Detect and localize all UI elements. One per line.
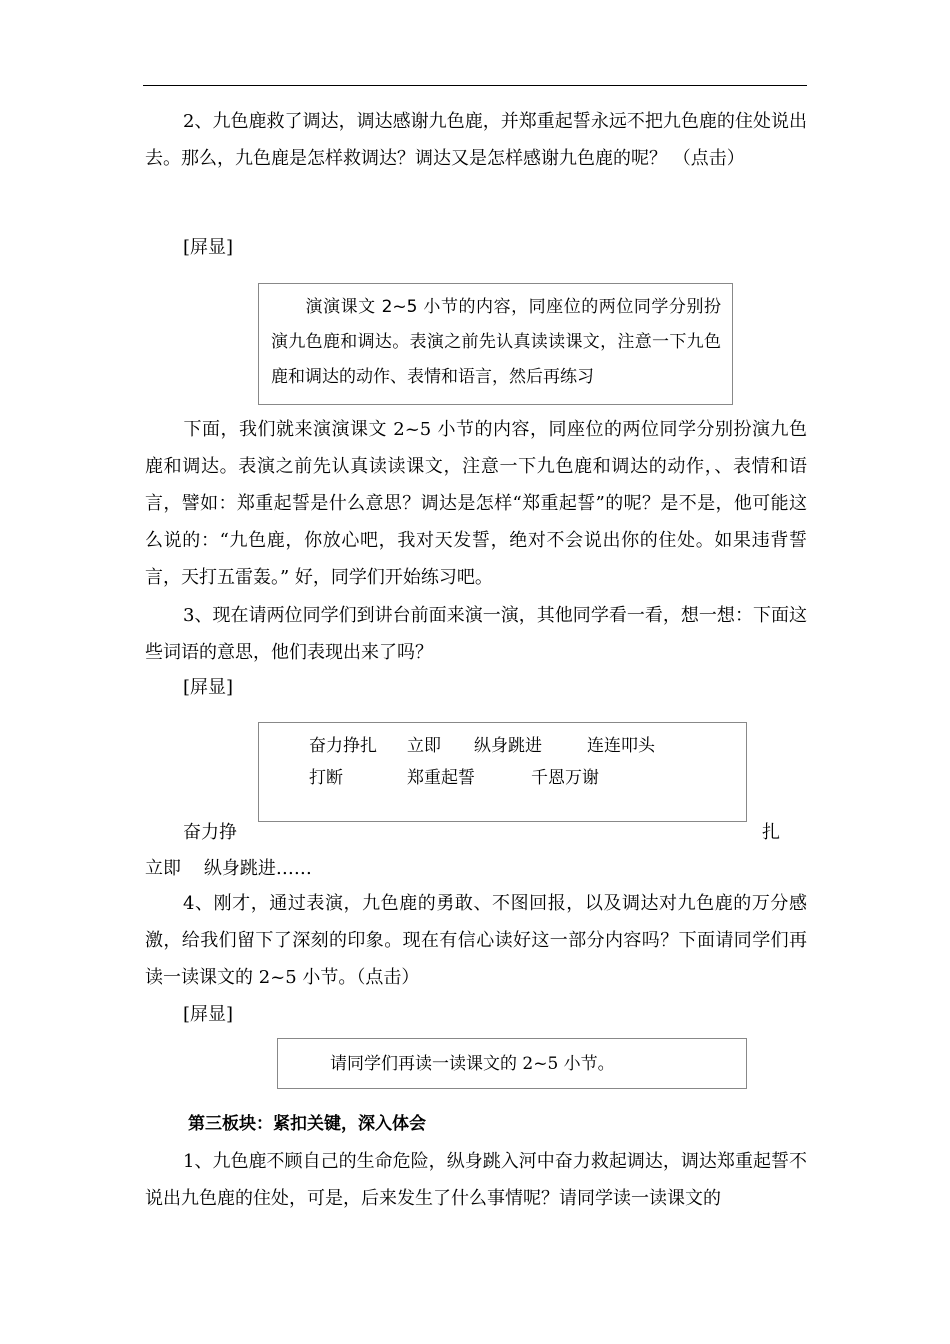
header-rule [143, 85, 807, 86]
section-3-heading: 第三板块：紧扣关键，深入体会 [188, 1114, 426, 1134]
paragraph-below-text: 下面，我们就来演演课文 2~5 小节的内容，同座位的两位同学分别扮演九色鹿和调达。表演之前先认真读读课文，注意一下九色鹿和调达的动作，、表情和语言，譬如：郑重起誓是什么意思？调达是怎样“郑重起誓”的呢？是不是，他可能这么说的：“九色鹿，你放心吧，我对天发誓，绝对不会说出你的住处。如果违背誓言，天打五雷轰。” 好，同学们开始练习吧。 [145, 419, 807, 588]
screen-label-1: [屏显] [183, 237, 234, 258]
paragraph-2-text: 2、九色鹿救了调达，调达感谢九色鹿，并郑重起誓永远不把九色鹿的住处说出去。那么，九色鹿是怎样救调达？调达又是怎样感谢九色鹿的呢？ （点击） [145, 111, 807, 169]
paragraph-4-text: 4、刚才，通过表演，九色鹿的勇敢、不图回报，以及调达对九色鹿的万分感激，给我们留下了深刻的印象。现在有信心读好这一部分内容吗？下面请同学们再读一读课文的 2~5 小节。（点击） [145, 893, 807, 988]
screen-box-1 [258, 283, 733, 405]
word-7: 千恩万谢 [531, 768, 599, 788]
screen-box-1-text [271, 290, 721, 395]
words-line: 立即 纵身跳进…… [145, 858, 312, 879]
struggle-right: 扎 [762, 822, 780, 843]
section-3-paragraph-1-text: 1、九色鹿不顾自己的生命危险，纵身跳入河中奋力救起调达，调达郑重起誓不说出九色鹿的住处，可是，后来发生了什么事情呢？请同学读一读课文的 [145, 1151, 807, 1209]
screen-box-3 [277, 1038, 747, 1089]
screen-label-2: [屏显] [183, 677, 234, 698]
word-3: 纵身跳进 [474, 736, 542, 756]
screen-box-2 [258, 722, 747, 822]
word-2: 立即 [407, 736, 441, 756]
paragraph-3-text: 3、现在请两位同学们到讲台前面来演一演，其他同学看一看，想一想：下面这些词语的意思，他们表现出来了吗？ [145, 605, 807, 663]
word-1: 奋力挣扎 [309, 736, 377, 756]
paragraph-3 [145, 597, 807, 671]
screen-box-1-content: 演演课文 2~5 小节的内容，同座位的两位同学分别扮演九色鹿和调达。表演之前先认真读读课文，注意一下九色鹿和调达的动作、表情和语言，然后再练习 [271, 297, 721, 387]
paragraph-2 [145, 103, 807, 177]
screen-label-3: [屏显] [183, 1004, 234, 1025]
word-6: 郑重起誓 [407, 768, 475, 788]
section-3-paragraph-1 [145, 1143, 807, 1217]
paragraph-below [145, 411, 807, 596]
screen-box-3-text: 请同学们再读一读课文的 2~5 小节。 [330, 1054, 615, 1074]
paragraph-4 [145, 885, 807, 996]
struggle-left: 奋力挣 [183, 822, 237, 843]
word-4: 连连叩头 [587, 736, 655, 756]
word-5: 打断 [309, 768, 343, 788]
